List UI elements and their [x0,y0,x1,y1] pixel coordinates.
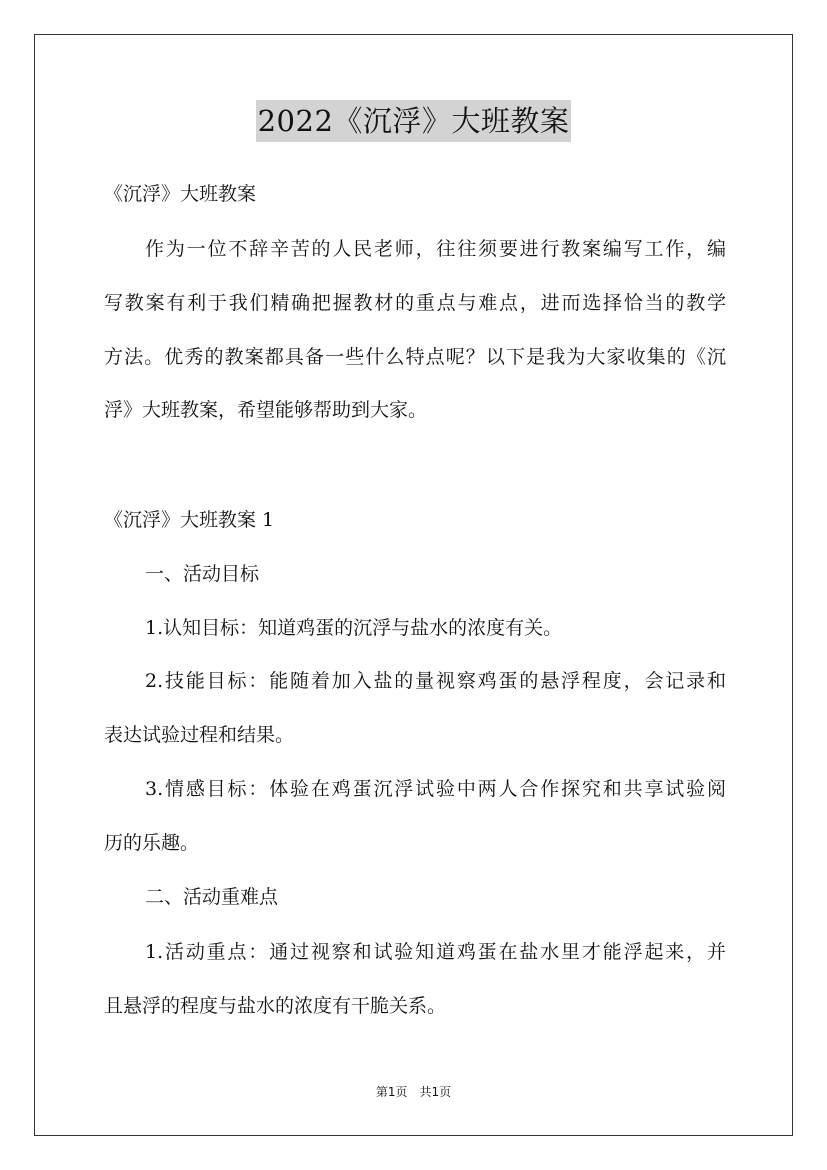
goal-3-line-1: 3.情感目标：体验在鸡蛋沉浮试验中两人合作探究和共享试验阅 [145,778,726,800]
document-subtitle: 《沉浮》大班教案 [104,183,257,205]
intro-line-2: 写教案有利于我们精确把握教材的重点与难点，进而选择恰当的教学 [104,292,726,314]
difficulty-heading: 二、活动重难点 [145,886,279,908]
key-point-1-line-1: 1.活动重点：通过视察和试验知道鸡蛋在盐水里才能浮起来，并 [145,941,726,963]
section-heading: 《沉浮》大班教案 1 [104,509,275,531]
goals-heading: 一、活动目标 [145,563,260,585]
intro-line-3: 方法。优秀的教案都具备一些什么特点呢？以下是我为大家收集的《沉 [104,346,726,368]
goal-1: 1.认知目标：知道鸡蛋的沉浮与盐水的浓度有关。 [145,617,563,639]
goal-2-line-2: 表达试验过程和结果。 [104,724,295,746]
key-point-1-line-2: 且悬浮的程度与盐水的浓度有干脆关系。 [104,995,447,1017]
intro-line-4: 浮》大班教案，希望能够帮助到大家。 [104,399,428,421]
goal-3-line-2: 历的乐趣。 [104,832,200,854]
document-title: 2022《沉浮》大班教案 [256,100,572,142]
intro-line-1: 作为一位不辞辛苦的人民老师，往往须要进行教案编写工作，编 [145,238,726,260]
page-footer: 第1页 共1页 [375,1085,452,1099]
title-container [0,100,827,142]
goal-2-line-1: 2.技能目标：能随着加入盐的量视察鸡蛋的悬浮程度，会记录和 [145,670,726,692]
